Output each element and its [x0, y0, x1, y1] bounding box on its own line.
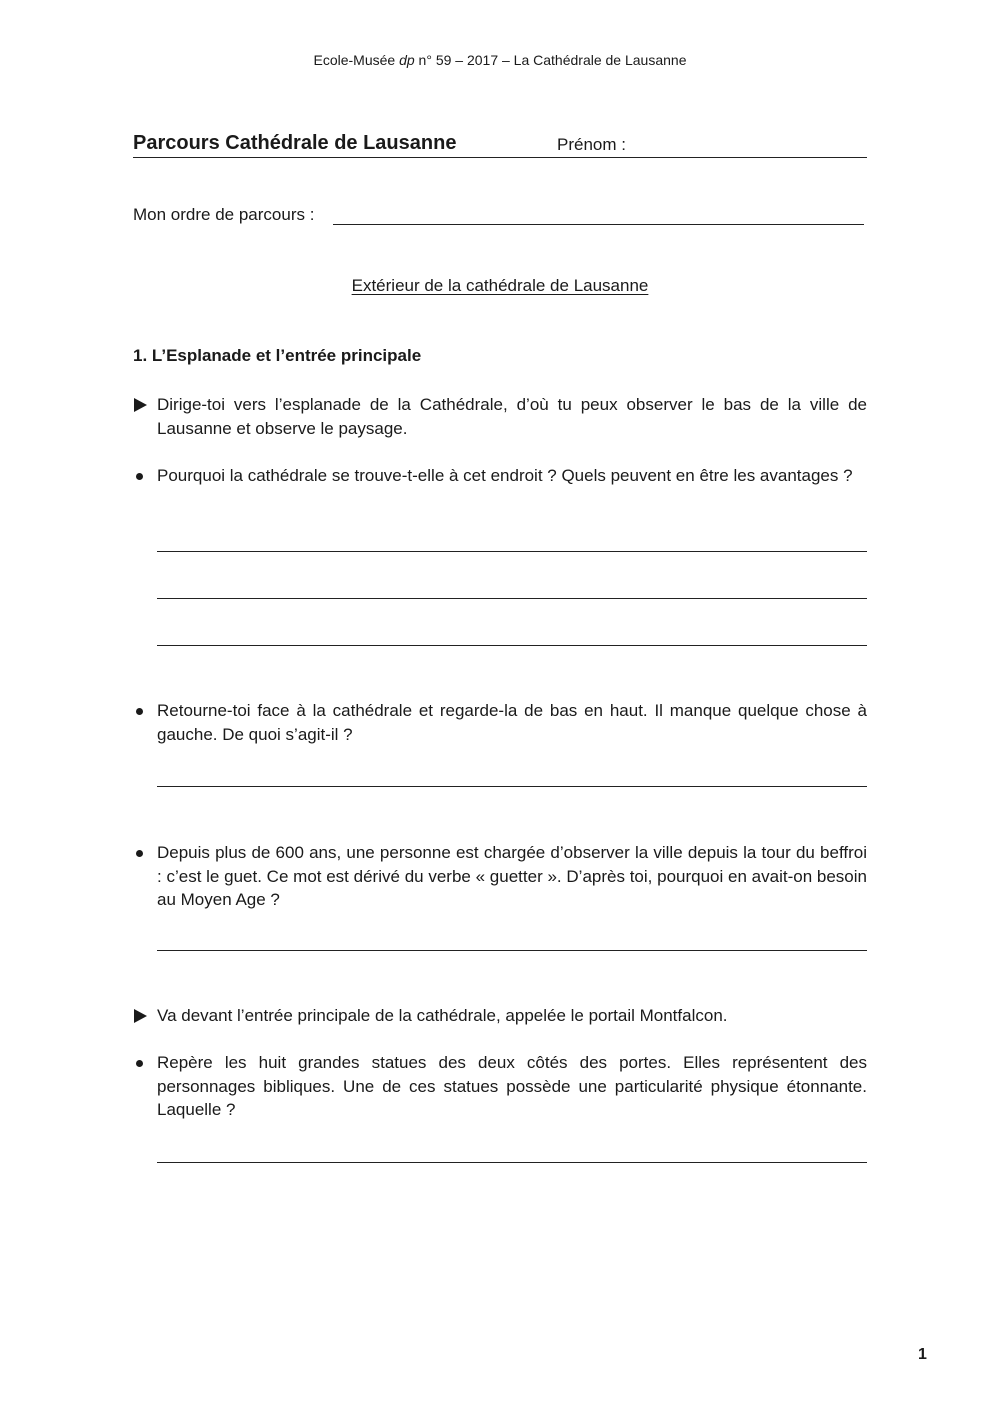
- prenom-label: Prénom :: [557, 135, 626, 154]
- page-title: Parcours Cathédrale de Lausanne: [133, 132, 457, 154]
- question-item: Retourne-toi face à la cathédrale et regarde-la de bas en haut. Il manque quelque chose à gauche. De quoi s’agit-il ?: [133, 699, 867, 746]
- prenom-answer-line[interactable]: [133, 157, 867, 158]
- question-item: Depuis plus de 600 ans, une personne est chargée d’observer la ville depuis la tour du beffroi : c’est le guet. Ce mot est dérivé du verbe « guetter ». D’après toi, pourquoi en avait-on besoin au Moyen Age ?: [133, 841, 867, 912]
- answer-line[interactable]: [157, 551, 867, 552]
- instruction-item: Dirige-toi vers l’esplanade de la Cathédrale, d’où tu peux observer le bas de la ville de Lausanne et observe le paysage.: [133, 393, 867, 440]
- ordre-label: Mon ordre de parcours :: [133, 205, 315, 224]
- page-number: 1: [918, 1346, 927, 1363]
- instruction-item: Va devant l’entrée principale de la cathédrale, appelée le portail Montfalcon.: [133, 1004, 867, 1028]
- question-item: Pourquoi la cathédrale se trouve-t-elle à cet endroit ? Quels peuvent en être les avantages ?: [133, 464, 867, 488]
- question-heading: 1. L’Esplanade et l’entrée principale: [133, 346, 422, 365]
- title-row: [133, 130, 867, 160]
- answer-line[interactable]: [157, 1162, 867, 1163]
- ordre-answer-line[interactable]: [333, 224, 864, 225]
- answer-line[interactable]: [157, 645, 867, 646]
- answer-line[interactable]: [157, 598, 867, 599]
- section-title: Extérieur de la cathédrale de Lausanne: [351, 276, 649, 295]
- question-item: Repère les huit grandes statues des deux côtés des portes. Elles représentent des personnages bibliques. Une de ces statues possède une particularité physique étonnante. Laquelle ?: [133, 1051, 867, 1122]
- answer-line[interactable]: [157, 786, 867, 787]
- answer-line[interactable]: [157, 950, 867, 951]
- page-header: Ecole-Musée dp n° 59 – 2017 – La Cathédrale de Lausanne: [313, 52, 687, 68]
